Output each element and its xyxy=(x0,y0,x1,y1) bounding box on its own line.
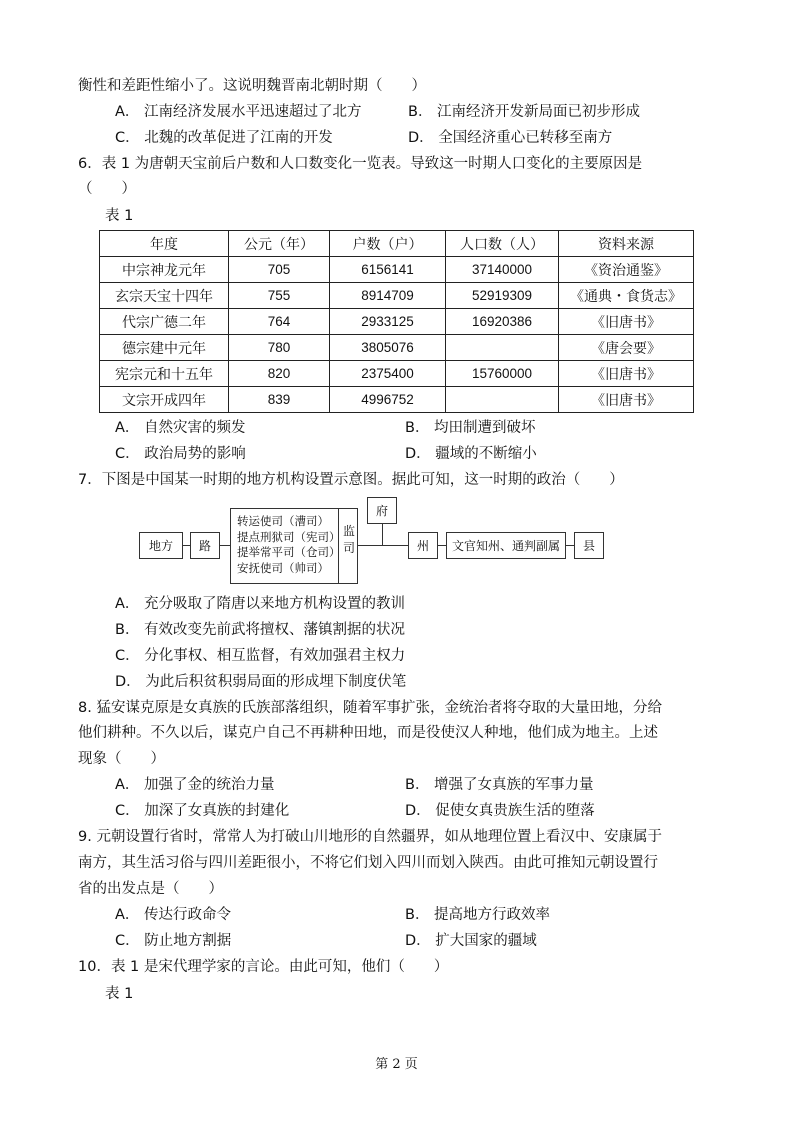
table-cell: 820 xyxy=(229,361,330,387)
table-cell: 764 xyxy=(229,309,330,335)
q10-table-label: 表 1 xyxy=(105,986,134,1002)
q9-stem-line-2: 南方，其生活习俗与四川差距很小，不将它们划入四川而划入陕西。由此可推知元朝设置行 xyxy=(78,855,658,871)
q7-stem: 7．下图是中国某一时期的地方机构设置示意图。据此可知，这一时期的政治（ ） xyxy=(78,472,624,488)
q7-option-a: A． 充分吸取了隋唐以来地方机构设置的教训 xyxy=(115,596,406,612)
diagram-box-jiansi xyxy=(230,508,358,584)
table-row xyxy=(100,361,694,387)
table-cell: 37140000 xyxy=(446,257,559,283)
q8-stem-line-1: 8. 猛安谋克原是女真族的氏族部落组织，随着军事扩张，金统治者将夺取的大量田地，分给 xyxy=(78,700,662,716)
q5-option-c: C． 北魏的改革促进了江南的开发 xyxy=(115,130,333,146)
table-cell: 宪宗元和十五年 xyxy=(100,361,229,387)
table-cell: 15760000 xyxy=(446,361,559,387)
diagram-box-xian: 县 xyxy=(574,532,604,559)
table-cell: 《唐会要》 xyxy=(559,335,694,361)
q9-stem-line-1: 9. 元朝设置行省时，常常人为打破山川地形的自然疆界，如从地理位置上看汉中、安康属于 xyxy=(78,829,662,845)
q9-option-a: A． 传达行政命令 xyxy=(115,907,232,923)
table-cell: 52919309 xyxy=(446,283,559,309)
table-cell: 6156141 xyxy=(330,257,446,283)
table-cell: 《旧唐书》 xyxy=(559,387,694,413)
q6-table-label: 表 1 xyxy=(105,208,134,224)
table-header-cell: 公元（年） xyxy=(229,231,330,257)
table-cell: 《旧唐书》 xyxy=(559,309,694,335)
q9-option-b: B． 提高地方行政效率 xyxy=(405,907,551,923)
q7-option-d: D． 为此后积贫积弱局面的形成埋下制度伏笔 xyxy=(115,674,407,690)
table-cell: 2933125 xyxy=(330,309,446,335)
q8-option-a: A． 加强了金的统治力量 xyxy=(115,777,275,793)
table-cell: 《资治通鉴》 xyxy=(559,257,694,283)
q9-option-c: C． 防止地方割据 xyxy=(115,933,232,949)
jiansi-label: 监司 xyxy=(343,524,356,555)
q7-option-b: B． 有效改变先前武将擅权、藩镇割据的状况 xyxy=(115,622,406,638)
jiansi-item: 提点刑狱司（宪司） xyxy=(237,529,341,544)
table-cell: 代宗广德二年 xyxy=(100,309,229,335)
q8-option-d: D． 促使女真贵族生活的堕落 xyxy=(405,803,595,819)
jiansi-item: 提举常平司（仓司） xyxy=(237,545,341,559)
diagram-box-lu: 路 xyxy=(190,532,220,559)
jiansi-item-list xyxy=(237,514,341,576)
table-cell: 8914709 xyxy=(330,283,446,309)
table-row xyxy=(100,387,694,413)
table-cell: 16920386 xyxy=(446,309,559,335)
page-footer: 第 2 页 xyxy=(375,1057,418,1072)
table-row xyxy=(100,257,694,283)
connector-line xyxy=(566,545,574,546)
connector-line xyxy=(358,545,408,546)
table-header-cell: 人口数（人） xyxy=(446,231,559,257)
table-cell: 2375400 xyxy=(330,361,446,387)
q5-stem-continuation: 衡性和差距性缩小了。这说明魏晋南北朝时期（ ） xyxy=(78,78,426,94)
jiansi-item: 转运使司（漕司） xyxy=(237,514,329,528)
q8-option-b: B． 增强了女真族的军事力量 xyxy=(405,777,594,793)
connector-line xyxy=(382,524,383,545)
table-row xyxy=(100,283,694,309)
q5-option-d: D． 全国经济重心已转移至南方 xyxy=(408,130,613,146)
diagram-box-difang: 地方 xyxy=(139,532,183,559)
q9-stem-line-3: 省的出发点是（ ） xyxy=(78,881,223,897)
diagram-box-fu: 府 xyxy=(367,497,397,524)
q10-stem: 10．表 1 是宋代理学家的言论。由此可知，他们（ ） xyxy=(78,959,449,975)
table-row xyxy=(100,309,694,335)
table-cell: 3805076 xyxy=(330,335,446,361)
table-header-cell: 户数（户） xyxy=(330,231,446,257)
table-cell: 《旧唐书》 xyxy=(559,361,694,387)
jiansi-item: 安抚使司（帅司） xyxy=(237,560,329,575)
q8-stem-line-2: 他们耕种。不久以后，谋克户自己不再耕种田地，而是役使汉人种地，他们成为地主。上述 xyxy=(78,725,658,741)
q8-stem-line-3: 现象（ ） xyxy=(78,751,165,767)
table-header-cell: 资料来源 xyxy=(559,231,694,257)
connector-line xyxy=(438,545,446,546)
diagram-box-officials: 文官知州、通判副属 xyxy=(446,532,566,559)
table-cell xyxy=(446,387,559,413)
table-cell: 《通典・食货志》 xyxy=(559,283,694,309)
table-cell xyxy=(446,335,559,361)
table-cell: 中宗神龙元年 xyxy=(100,257,229,283)
diagram-box-zhou: 州 xyxy=(408,532,438,559)
q5-option-a: A． 江南经济发展水平迅速超过了北方 xyxy=(115,104,362,120)
q6-stem-line-1: 6．表 1 为唐朝天宝前后户数和人口数变化一览表。导致这一时期人口变化的主要原因是 xyxy=(78,156,643,172)
q6-population-table xyxy=(99,230,694,413)
q7-option-c: C． 分化事权、相互监督，有效加强君主权力 xyxy=(115,648,406,664)
table-cell: 780 xyxy=(229,335,330,361)
q6-option-b: B． 均田制遭到破坏 xyxy=(405,420,536,436)
table-cell: 755 xyxy=(229,283,330,309)
q9-option-d: D． 扩大国家的疆域 xyxy=(405,933,537,949)
q5-option-b: B． 江南经济开发新局面已初步形成 xyxy=(408,104,641,120)
table-cell: 839 xyxy=(229,387,330,413)
q6-stem-line-2: （ ） xyxy=(78,181,136,197)
q6-option-c: C． 政治局势的影响 xyxy=(115,446,246,462)
table-cell: 德宗建中元年 xyxy=(100,335,229,361)
q6-option-d: D． 疆域的不断缩小 xyxy=(405,446,537,462)
connector-line xyxy=(220,545,230,546)
table-cell: 705 xyxy=(229,257,330,283)
divider xyxy=(338,509,339,583)
connector-line xyxy=(183,545,190,546)
table-row xyxy=(100,335,694,361)
q6-option-a: A． 自然灾害的频发 xyxy=(115,420,246,436)
table-cell: 玄宗天宝十四年 xyxy=(100,283,229,309)
table-cell: 4996752 xyxy=(330,387,446,413)
table-header-cell: 年度 xyxy=(100,231,229,257)
table-header-row xyxy=(100,231,694,257)
table-cell: 文宗开成四年 xyxy=(100,387,229,413)
q8-option-c: C． 加深了女真族的封建化 xyxy=(115,803,290,819)
